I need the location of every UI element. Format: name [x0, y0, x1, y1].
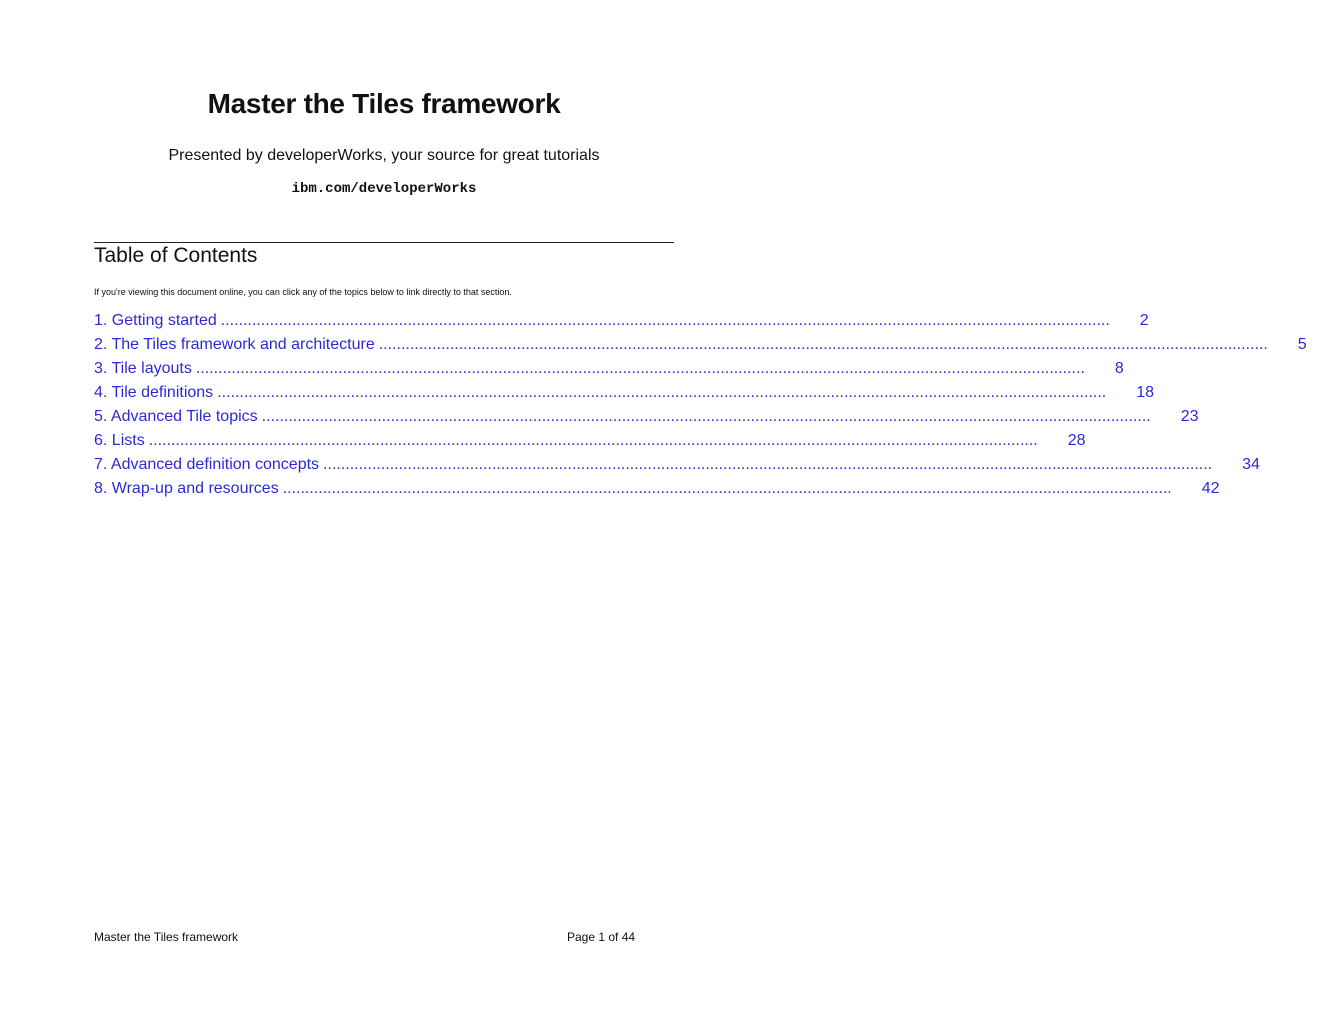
toc-leader-dots: ........................................................................................................................................................................................................: [217, 384, 1107, 401]
toc-list: [94, 312, 1307, 504]
toc-item-label[interactable]: 3. Tile layouts: [94, 360, 192, 377]
document-title: Master the Tiles framework: [207, 88, 561, 119]
presented-by-text: Presented by developerWorks, your source for great tutorials: [168, 147, 600, 164]
toc-item-page[interactable]: 34: [1242, 456, 1260, 473]
toc-item-label[interactable]: 4. Tile definitions: [94, 384, 214, 401]
toc-leader-dots: ........................................................................................................................................................................................................: [378, 336, 1268, 353]
toc-item-label[interactable]: 2. The Tiles framework and architecture: [94, 336, 375, 353]
footer-document-title: Master the Tiles framework: [94, 930, 239, 944]
footer-page-number: Page 1 of 44: [567, 930, 636, 944]
toc-item-page[interactable]: 18: [1136, 384, 1155, 401]
site-url: ibm.com/developerWorks: [291, 181, 477, 197]
toc-item-page[interactable]: 42: [1201, 480, 1220, 497]
toc-item-advanced-tile-topics[interactable]: [94, 408, 1199, 432]
toc-divider: [94, 242, 674, 243]
toc-item-tile-definitions[interactable]: [94, 384, 1155, 408]
toc-leader-dots: ........................................................................................................................................................................................................: [261, 408, 1151, 425]
toc-item-lists[interactable]: [94, 432, 1086, 456]
toc-item-label[interactable]: 8. Wrap-up and resources: [94, 480, 279, 497]
toc-item-advanced-definition-concepts[interactable]: [94, 456, 1260, 480]
toc-item-label[interactable]: 6. Lists: [94, 432, 145, 449]
toc-leader-dots: ........................................................................................................................................................................................................: [195, 360, 1085, 377]
toc-item-getting-started[interactable]: [94, 312, 1149, 336]
toc-leader-dots: ........................................................................................................................................................................................................: [220, 312, 1110, 329]
toc-note: If you're viewing this document online, you can click any of the topics below to link directly to that section.: [94, 287, 512, 297]
toc-heading: Table of Contents: [94, 244, 258, 267]
toc-item-label[interactable]: 5. Advanced Tile topics: [94, 408, 258, 425]
toc-item-wrap-up-resources[interactable]: [94, 480, 1220, 504]
toc-item-page[interactable]: 8: [1114, 360, 1124, 377]
toc-item-label[interactable]: 1. Getting started: [94, 312, 217, 329]
toc-item-page[interactable]: 5: [1297, 336, 1307, 353]
toc-leader-dots: ........................................................................................................................................................................................................: [148, 432, 1038, 449]
toc-item-page[interactable]: 2: [1139, 312, 1149, 329]
toc-item-tile-layouts[interactable]: [94, 360, 1124, 384]
toc-item-label[interactable]: 7. Advanced definition concepts: [94, 456, 320, 473]
toc-leader-dots: ........................................................................................................................................................................................................: [323, 456, 1213, 473]
toc-item-framework-architecture[interactable]: [94, 336, 1307, 360]
toc-leader-dots: ........................................................................................................................................................................................................: [282, 480, 1172, 497]
toc-item-page[interactable]: 23: [1180, 408, 1199, 425]
toc-item-page[interactable]: 28: [1067, 432, 1086, 449]
